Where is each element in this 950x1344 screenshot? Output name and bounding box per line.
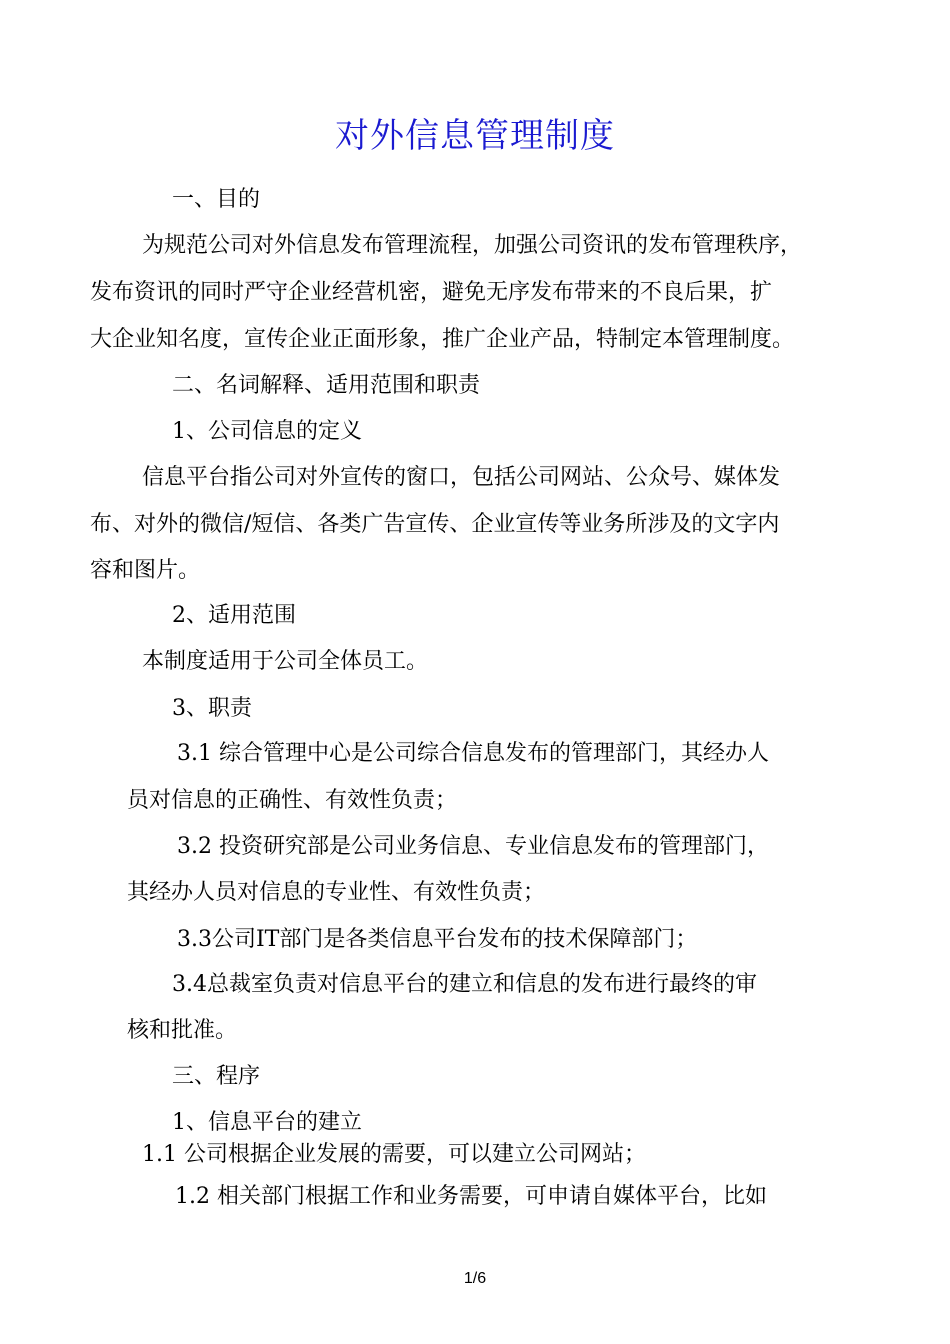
page-number: 1/6 xyxy=(463,1270,487,1287)
paragraph-line: 3.4总裁室负责对信息平台的建立和信息的发布进行最终的审 xyxy=(172,972,757,997)
paragraph-line: 大企业知名度，宣传企业正面形象，推广企业产品，特制定本管理制度。 xyxy=(90,327,795,352)
subheading-duties: 3、职责 xyxy=(172,696,252,721)
paragraph-line: 3.3公司IT部门是各类信息平台发布的技术保障部门； xyxy=(177,927,698,952)
paragraph-line: 本制度适用于公司全体员工。 xyxy=(142,649,429,674)
paragraph-line: 其经办人员对信息的专业性、有效性负责； xyxy=(127,880,546,905)
subheading-definition: 1、公司信息的定义 xyxy=(172,419,362,444)
section-heading-procedure: 三、程序 xyxy=(172,1064,261,1089)
paragraph-line: 3.1 综合管理中心是公司综合信息发布的管理部门，其经办人 xyxy=(177,741,769,766)
section-heading-purpose: 一、目的 xyxy=(172,187,261,212)
paragraph-line: 发布资讯的同时严守企业经营机密，避免无序发布带来的不良后果，扩 xyxy=(90,280,773,305)
paragraph-line: 容和图片。 xyxy=(90,558,201,583)
paragraph-line: 为规范公司对外信息发布管理流程，加强公司资讯的发布管理秩序， xyxy=(142,233,803,258)
paragraph-line: 1.1 公司根据企业发展的需要，可以建立公司网站； xyxy=(142,1142,646,1167)
paragraph-line: 布、对外的微信/短信、各类广告宣传、企业宣传等业务所涉及的文字内 xyxy=(90,512,780,537)
subheading-platform: 1、信息平台的建立 xyxy=(172,1110,362,1135)
section-heading-terms: 二、名词解释、适用范围和职责 xyxy=(172,373,481,398)
document-title: 对外信息管理制度 xyxy=(335,116,615,156)
paragraph-line: 3.2 投资研究部是公司业务信息、专业信息发布的管理部门， xyxy=(177,834,769,859)
paragraph-line: 1.2 相关部门根据工作和业务需要，可申请自媒体平台，比如 xyxy=(175,1184,767,1209)
paragraph-line: 员对信息的正确性、有效性负责； xyxy=(127,788,458,813)
subheading-scope: 2、适用范围 xyxy=(172,603,296,628)
paragraph-line: 核和批准。 xyxy=(127,1018,238,1043)
paragraph-line: 信息平台指公司对外宣传的窗口，包括公司网站、公众号、媒体发 xyxy=(142,465,781,490)
